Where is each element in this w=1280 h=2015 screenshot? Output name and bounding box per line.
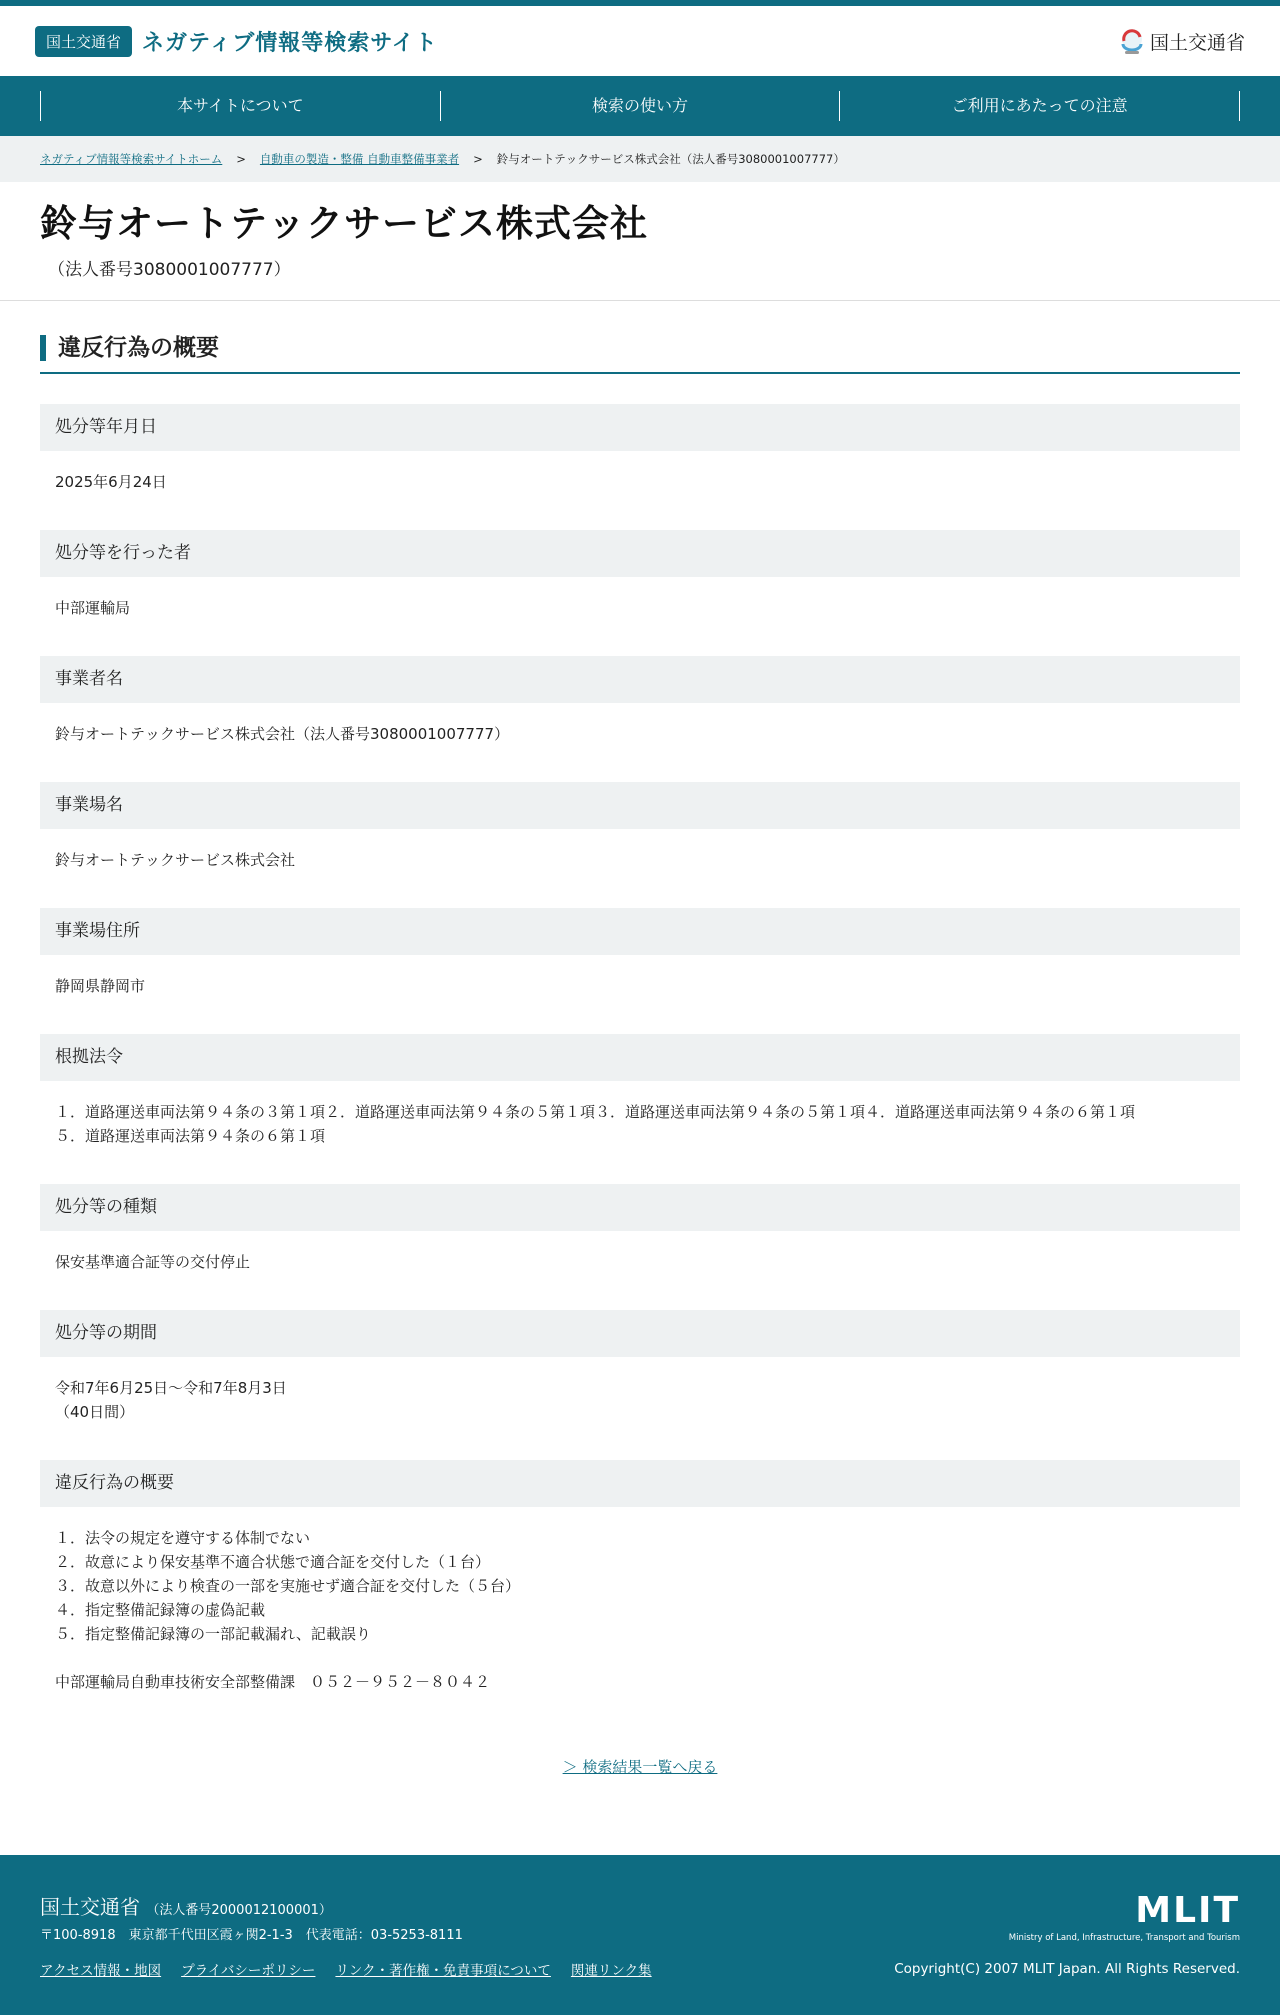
site-footer	[0, 1855, 1280, 2015]
item-label-disposition-date: 処分等年月日	[40, 404, 1240, 451]
main-content	[0, 335, 1280, 1777]
mlit-emblem-icon	[1118, 27, 1146, 55]
breadcrumb-current: 鈴与オートテックサービス株式会社（法人番号3080001007777）	[496, 152, 845, 166]
breadcrumb	[0, 136, 1280, 182]
global-nav	[0, 76, 1280, 136]
footer-org-number: （法人番号2000012100001）	[146, 1902, 332, 1918]
breadcrumb-separator: >	[236, 152, 246, 166]
copyright: Copyright(C) 2007 MLIT Japan. All Rights Reserved.	[894, 1960, 1240, 1977]
title-area	[0, 182, 1280, 301]
item-value-site-address: 静岡県静岡市	[55, 976, 146, 995]
corporate-number: （法人番号3080001007777）	[48, 259, 291, 280]
footer-address: 〒100-8918 東京都千代田区霞ヶ関2-1-3 代表電話：03-5253-8111	[40, 1927, 463, 1943]
section-divider	[40, 372, 1240, 374]
item-label-disposition-period: 処分等の期間	[40, 1310, 1240, 1357]
item-label-legal-basis: 根拠法令	[40, 1034, 1240, 1081]
item-value-issuer: 中部運輸局	[55, 598, 131, 617]
item-label-violation-summary: 違反行為の概要	[40, 1460, 1240, 1507]
item-label-site-name: 事業場名	[40, 782, 1240, 829]
page-title: 鈴与オートテックサービス株式会社	[40, 202, 648, 245]
item-value-violation-summary: １．法令の規定を遵守する体制でない ２．故意により保安基準不適合状態で適合証を交付した（１台） ３．故意以外により検査の一部を実施せず適合証を交付した（５台） ４．指定整備記録簿の虚偽記載 ５．指定整備記録簿の一部記載漏れ、記載誤り 中部運輸局自動車技術安全部整備課 ０５２－９５２－８０４２	[55, 1528, 521, 1691]
ministry-badge: 国土交通省	[35, 26, 132, 57]
mlit-logo-text: 国土交通省	[1149, 31, 1245, 54]
footer-link-privacy[interactable]: プライバシーポリシー	[181, 1962, 316, 1979]
footer-mlit-logo[interactable]	[1008, 1889, 1240, 1943]
back-link-container	[40, 1756, 1240, 1777]
item-value-disposition-type: 保安基準適合証等の交付停止	[55, 1252, 251, 1271]
item-label-site-address: 事業場住所	[40, 908, 1240, 955]
back-to-results-link[interactable]: ＞ 検索結果一覧へ戻る	[562, 1757, 718, 1776]
footer-link-related[interactable]: 関連リンク集	[570, 1962, 652, 1979]
footer-org-name: 国土交通省	[40, 1894, 140, 1919]
footer-link-copyright[interactable]: リンク・著作権・免責事項について	[335, 1962, 551, 1979]
section-heading: 違反行為の概要	[40, 335, 1240, 361]
footer-link-access[interactable]: アクセス情報・地図	[40, 1962, 162, 1979]
nav-item-usage-notes[interactable]: ご利用にあたっての注意	[839, 91, 1240, 121]
mlit-logo[interactable]	[1118, 27, 1245, 55]
item-value-disposition-date: 2025年6月24日	[55, 472, 167, 491]
item-value-disposition-period: 令和7年6月25日～令和7年8月3日 （40日間）	[55, 1378, 287, 1421]
item-label-issuer: 処分等を行った者	[40, 530, 1240, 577]
item-label-business-name: 事業者名	[40, 656, 1240, 703]
footer-mlit-logo-text: MLIT	[1135, 1889, 1240, 1931]
nav-item-how-to-search[interactable]: 検索の使い方	[440, 91, 840, 121]
item-value-legal-basis: １．道路運送車両法第９４条の３第１項２．道路運送車両法第９４条の５第１項３．道路運送車両法第９４条の５第１項４．道路運送車両法第９４条の６第１項 ５．道路運送車両法第９４条の６第１項	[55, 1102, 1136, 1145]
item-value-business-name: 鈴与オートテックサービス株式会社（法人番号3080001007777）	[55, 724, 510, 743]
breadcrumb-separator: >	[473, 152, 483, 166]
site-brand[interactable]	[35, 26, 438, 57]
footer-mlit-logo-subtitle: Ministry of Land, Infrastructure, Transport and Tourism	[1008, 1932, 1240, 1943]
item-label-disposition-type: 処分等の種類	[40, 1184, 1240, 1231]
site-title[interactable]: ネガティブ情報等検索サイト	[142, 30, 438, 56]
item-value-site-name: 鈴与オートテックサービス株式会社	[55, 850, 296, 869]
site-header	[0, 6, 1280, 76]
breadcrumb-category-link[interactable]: 自動車の製造・整備 自動車整備事業者	[259, 152, 460, 166]
nav-item-about[interactable]: 本サイトについて	[40, 91, 440, 121]
breadcrumb-home-link[interactable]: ネガティブ情報等検索サイトホーム	[40, 152, 223, 166]
detail-list	[40, 404, 1240, 1730]
